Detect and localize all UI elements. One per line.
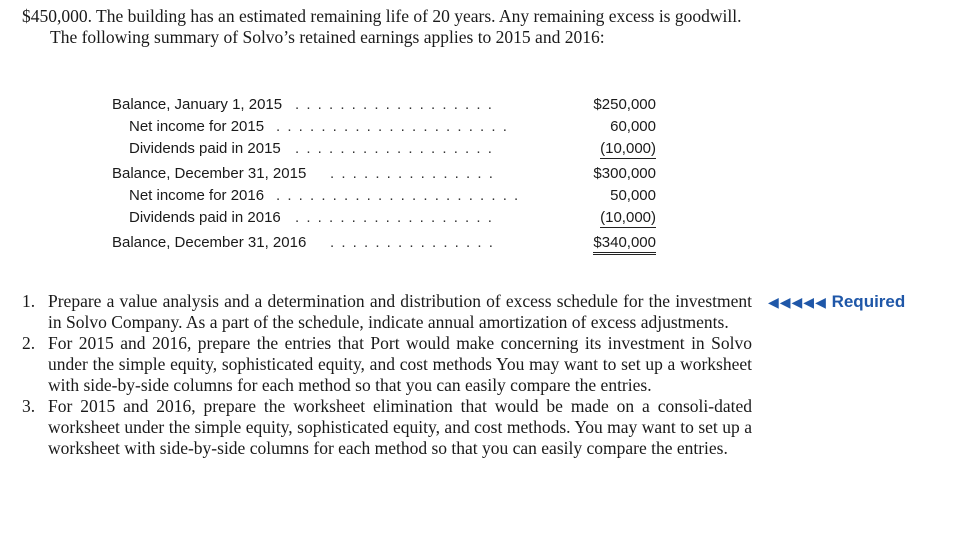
table-row [112, 140, 662, 162]
row-label: Balance, December 31, 2016 [112, 234, 307, 251]
table-row [112, 165, 662, 187]
item-number: 2. [22, 333, 36, 353]
leader-dots: . . . . . . . . . . . . . . . . . . [295, 140, 494, 157]
intro-line-2: The following summary of Solvo’s retained earnings applies to 2015 and 2016: [50, 27, 605, 47]
list-item [22, 291, 752, 333]
leader-dots: . . . . . . . . . . . . . . . . . . [295, 96, 494, 113]
intro-text [22, 6, 762, 48]
leader-dots: . . . . . . . . . . . . . . . . . . . . . . [276, 187, 520, 204]
row-label: Balance, December 31, 2015 [112, 165, 307, 182]
row-amount: (10,000) [600, 140, 656, 157]
list-item [22, 333, 752, 396]
required-label: Required [831, 292, 906, 311]
table-row [112, 96, 662, 118]
leader-dots: . . . . . . . . . . . . . . . [330, 165, 495, 182]
leader-dots: . . . . . . . . . . . . . . . [330, 234, 495, 251]
row-label: Net income for 2016 [129, 187, 265, 204]
item-text: For 2015 and 2016, prepare the entries that Port would make concerning its investment in Solvo under the simple equity, sophisticated equity, and cost methods You may want to set up a worksheet with side-by-side columns for each method so that you can easily compare the entries. [48, 333, 752, 395]
row-label: Dividends paid in 2016 [129, 209, 281, 226]
row-amount: (10,000) [600, 209, 656, 226]
leader-dots: . . . . . . . . . . . . . . . . . . . . . [276, 118, 509, 135]
intro-line-1: $450,000. The building has an estimated remaining life of 20 years. Any remaining excess is goodwill. [22, 6, 742, 26]
required-marker [768, 292, 905, 312]
table-row [112, 187, 662, 209]
leader-dots: . . . . . . . . . . . . . . . . . . [295, 209, 494, 226]
questions-list [22, 291, 752, 459]
row-amount: $300,000 [593, 165, 656, 182]
item-number: 1. [22, 291, 36, 311]
row-label: Net income for 2015 [129, 118, 265, 135]
list-item [22, 396, 752, 459]
retained-earnings-table [112, 96, 662, 256]
table-row [112, 234, 662, 256]
row-amount: $340,000 [593, 234, 656, 255]
item-number: 3. [22, 396, 36, 416]
row-amount: 50,000 [610, 187, 656, 204]
item-text: For 2015 and 2016, prepare the worksheet elimination that would be made on a consoli-dated worksheet under the simple equity, sophisticated equity, and cost methods. You may want to set up a worksheet with side-by-side columns for each method so that you can easily compare the entries. [48, 396, 752, 458]
arrow-left-icon: ◀◀◀◀◀ [768, 294, 827, 310]
row-label: Dividends paid in 2015 [129, 140, 281, 157]
row-amount: 60,000 [610, 118, 656, 135]
row-amount: $250,000 [593, 96, 656, 113]
row-label: Balance, January 1, 2015 [112, 96, 283, 113]
table-row [112, 118, 662, 140]
table-row [112, 209, 662, 231]
item-text: Prepare a value analysis and a determination and distribution of excess schedule for the investment in Solvo Company. As a part of the schedule, indicate annual amortization of excess adjustments. [48, 291, 752, 332]
